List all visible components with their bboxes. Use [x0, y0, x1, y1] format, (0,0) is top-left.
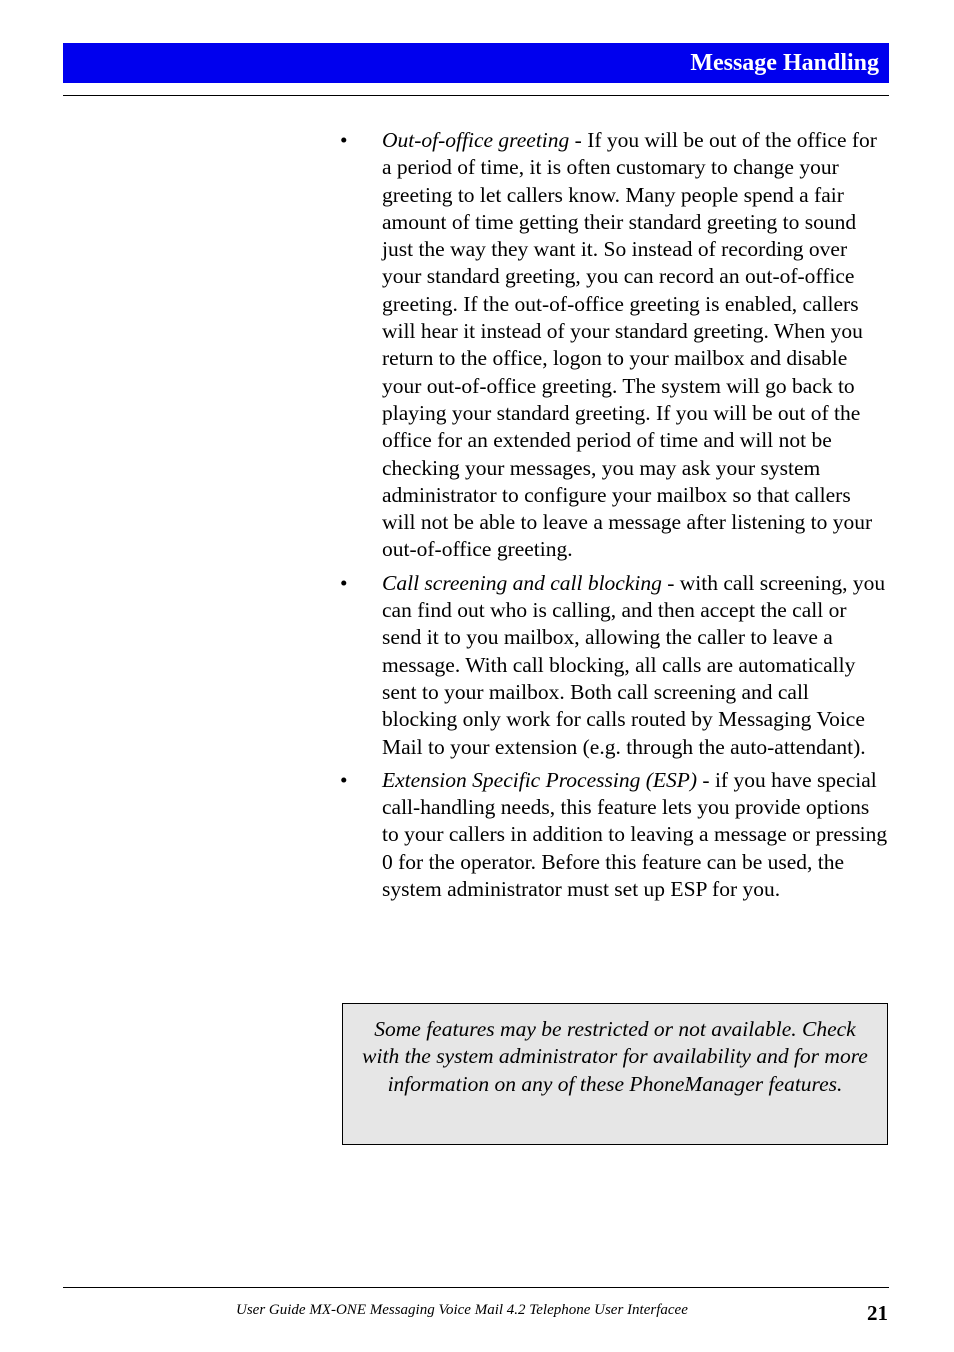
header-divider — [63, 95, 889, 96]
list-item — [336, 127, 888, 564]
note-box — [342, 1003, 888, 1145]
feature-term: Extension Specific Processing (ESP) — [382, 767, 698, 792]
feature-list — [336, 127, 888, 909]
feature-description: - If you will be out of the office for a period of time, it is often customary to change your greeting to let callers know. Many people spend a fair amount of time getting their standard greeting to sound just the way they want it. So instead of recording over your standard greeting, you can record an out-of-office greeting. If the out-of-office greeting is enabled, callers will hear it instead of your standard greeting. When you return to the office, logon to your mailbox and disable your out-of-office greeting. The system will go back to playing your standard greeting. If you will be out of the office for an extended period of time and will not be checking your messages, you may ask your system administrator to configure your mailbox so that callers will not be able to leave a message after listening to your out-of-office greeting. — [382, 128, 877, 562]
bullet-icon: • — [340, 570, 348, 595]
page-number: 21 — [867, 1301, 888, 1325]
footer-divider — [63, 1287, 889, 1288]
section-title: Message Handling — [690, 50, 879, 76]
feature-description: - if you have special call-handling needs, this feature lets you provide options to your callers in addition to leaving a message or pressing 0 for the operator. Before this feature can be used, the system administrator must set up ESP for you. — [382, 767, 888, 902]
feature-term: Call screening and call blocking — [382, 570, 662, 595]
list-item — [336, 767, 888, 903]
feature-term: Out-of-office greeting — [382, 128, 570, 152]
bullet-icon: • — [340, 767, 348, 792]
note-text: Some features may be restricted or not available. Check with the system administrator for availability and for more information on any of these PhoneManager features. — [362, 1017, 868, 1096]
list-item — [336, 570, 888, 761]
footer-guide-title: User Guide MX-ONE Messaging Voice Mail 4.2 Telephone User Interfacee — [236, 1302, 688, 1318]
bullet-icon: • — [340, 128, 348, 152]
feature-description: - with call screening, you can find out who is calling, and then accept the call or send it to you mailbox, allowing the caller to leave a message. With call blocking, all calls are automatically sent to your mailbox. Both call screening and call blocking only work for calls routed by Messaging Voice Mail to your extension (e.g. through the auto-attendant). — [382, 570, 886, 759]
section-header-bar — [63, 43, 889, 83]
